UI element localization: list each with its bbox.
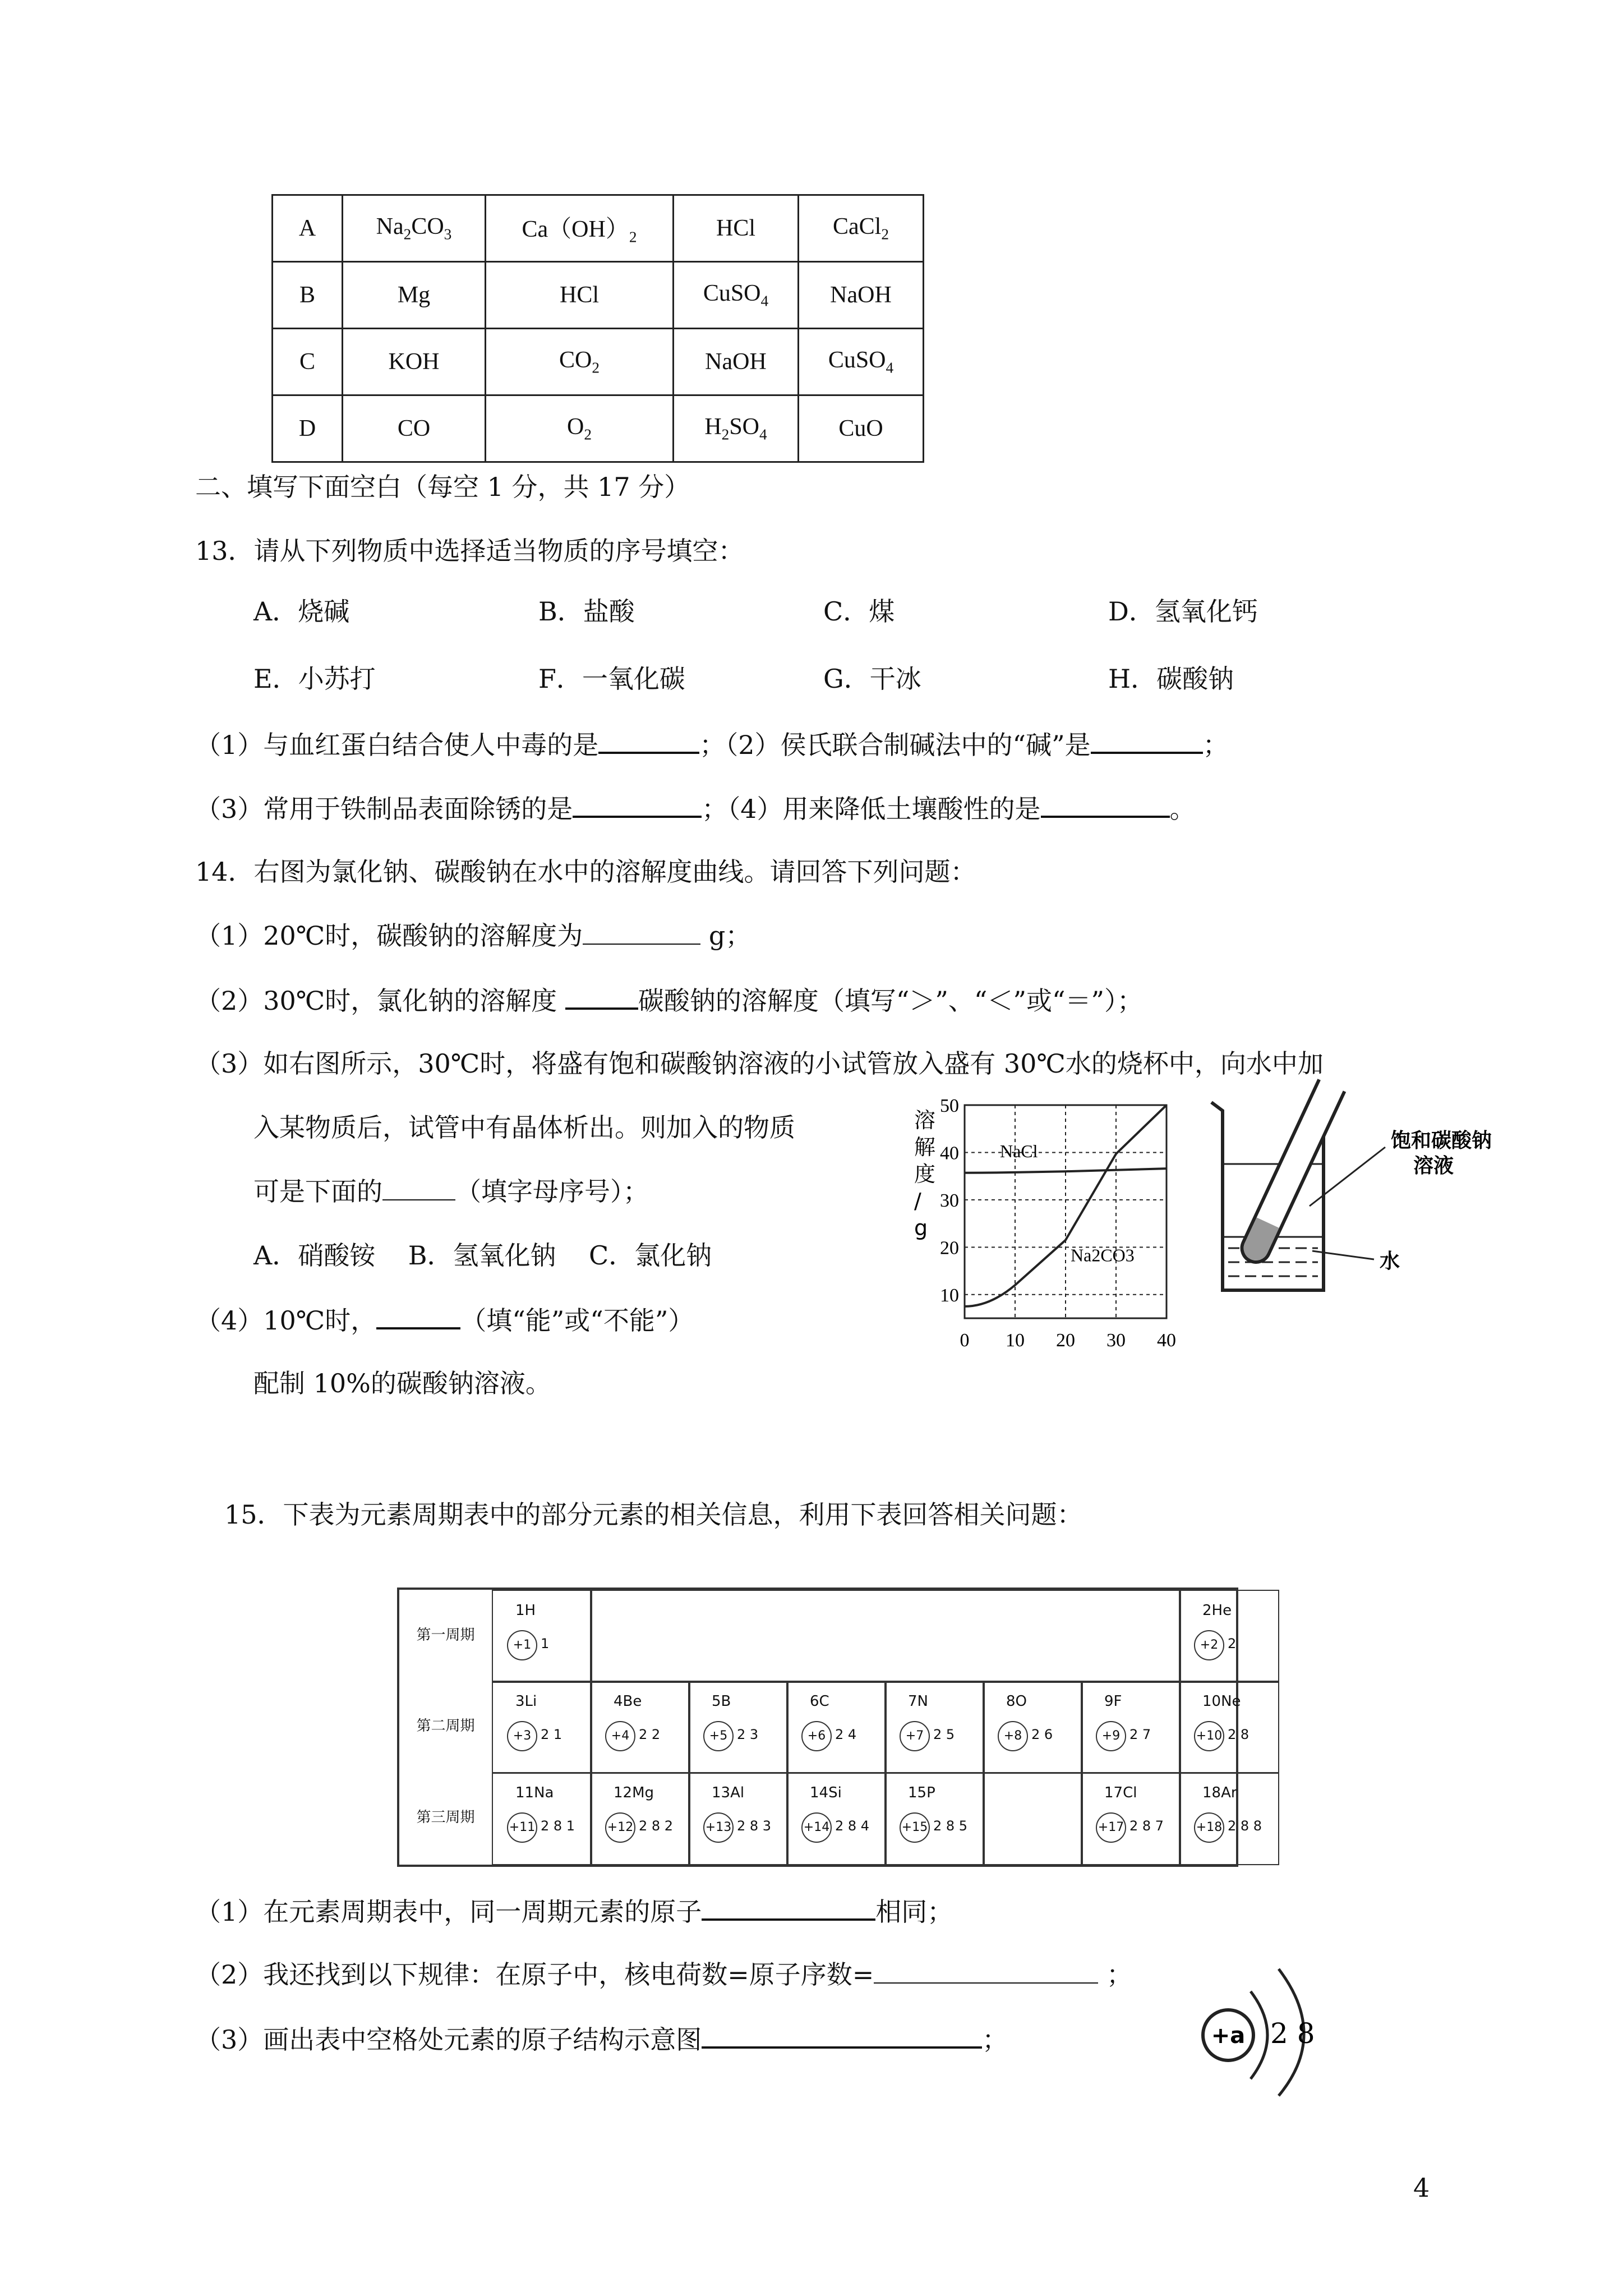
element-cell	[590, 1772, 690, 1865]
option-cell: $O_2$	[486, 395, 674, 462]
electron-shells: 2 3	[737, 1727, 759, 1742]
q15-s2: （2）我还找到以下规律：在原子中，核电荷数=原子序数= ；	[195, 1958, 1132, 1991]
y-tick-label: 10	[940, 1285, 959, 1306]
nucleus-icon: +3	[507, 1721, 537, 1751]
element-symbol: 11Na	[515, 1784, 554, 1801]
q14-s2: （2）30℃时，氯化钠的溶解度 碳酸钠的溶解度（填写“＞”、“＜”或“＝”）；	[195, 983, 1143, 1018]
series-line-nacl	[965, 1168, 1166, 1173]
electron-shells: 2 1	[541, 1727, 562, 1742]
electron-shells: 2 8 3	[737, 1818, 772, 1834]
periodic-table	[397, 1588, 1262, 1867]
electron-shells: 2 8	[1228, 1727, 1249, 1742]
element-symbol: 9F	[1104, 1693, 1122, 1710]
electron-shells: 2 6	[1031, 1727, 1053, 1742]
option-cell: HCl	[486, 262, 674, 329]
nucleus-icon: +4	[605, 1721, 635, 1751]
answer-blank[interactable]	[1091, 727, 1203, 754]
y-tick-label: 40	[940, 1143, 959, 1164]
nucleus-icon: +2	[1194, 1630, 1224, 1660]
element-cell	[983, 1681, 1083, 1774]
electron-shells: 2 8 5	[933, 1818, 968, 1834]
element-cell	[1179, 1772, 1279, 1865]
element-symbol: 14Si	[810, 1784, 842, 1801]
element-cell	[590, 1681, 690, 1774]
q13-choice-b: B．盐酸	[538, 596, 635, 627]
q15-s1: （1）在元素周期表中，同一周期元素的原子 相同；	[195, 1894, 953, 1929]
nucleus-icon: +12	[605, 1812, 635, 1843]
test-tube-icon	[1237, 1079, 1344, 1267]
q13-choice-f: F．一氧化碳	[538, 664, 685, 694]
atom-core-label: +a	[1211, 2023, 1246, 2049]
option-cell: NaOH	[674, 329, 799, 395]
q14-s4: （4）10℃时， （填“能”或“不能”）	[195, 1303, 694, 1337]
element-cell	[786, 1681, 887, 1774]
q14-s4c: 配制 10%的碳酸钠溶液。	[253, 1368, 551, 1398]
element-symbol: 4Be	[614, 1693, 642, 1710]
option-cell: NaOH	[799, 262, 924, 329]
x-tick-label: 20	[1056, 1330, 1075, 1351]
x-tick-label: 10	[1006, 1330, 1025, 1351]
element-cell	[688, 1681, 789, 1774]
answer-blank[interactable]	[376, 1303, 460, 1329]
element-cell	[492, 1681, 592, 1774]
period-label: 第二周期	[416, 1718, 475, 1734]
element-cell	[492, 1772, 592, 1865]
element-cell	[884, 1681, 985, 1774]
q14-stem: 14．右图为氯化钠、碳酸钠在水中的溶解度曲线。请回答下列问题：	[195, 857, 976, 887]
nucleus-icon: +8	[998, 1721, 1028, 1751]
electron-shells: 2 2	[639, 1727, 661, 1742]
options-row	[273, 329, 924, 395]
q13-choice-d: D．氢氧化钙	[1108, 596, 1258, 627]
beaker-label-solution2: 溶液	[1413, 1154, 1454, 1177]
element-symbol: 7N	[908, 1693, 928, 1710]
element-symbol: 1H	[515, 1602, 536, 1619]
electron-shells: 2 8 7	[1129, 1818, 1164, 1834]
element-symbol: 17Cl	[1104, 1784, 1137, 1801]
element-symbol: 5B	[712, 1693, 731, 1710]
electron-shells: 2 7	[1129, 1727, 1151, 1742]
q13-choice-h: H．碳酸钠	[1108, 664, 1234, 694]
option-cell: KOH	[343, 329, 486, 395]
y-tick-label: 50	[940, 1096, 959, 1116]
option-cell: CO	[343, 395, 486, 462]
answer-blank[interactable]	[1041, 791, 1170, 818]
period-label: 第一周期	[416, 1627, 475, 1644]
q13-choice-g: G．干冰	[823, 664, 921, 694]
element-cell	[786, 1772, 887, 1865]
q15-s3: （3）画出表中空格处元素的原子结构示意图 ；	[195, 2022, 1008, 2056]
y-axis-label: g	[914, 1216, 928, 1240]
option-cell: CuSO$_4$	[674, 262, 799, 329]
element-cell	[1179, 1681, 1279, 1774]
option-cell: $Ca(OH)_2$	[486, 195, 674, 262]
q13-line1: （1）与血红蛋白结合使人中毒的是 ；（2）侯氏联合制碱法中的“碱”是 ；	[195, 727, 1229, 762]
option-letter: B	[273, 262, 343, 329]
q13-line2: （3）常用于铁制品表面除锈的是 ；（4）用来降低土壤酸性的是 。	[195, 791, 1196, 826]
q13-stem: 13．请从下列物质中选择适当物质的序号填空：	[195, 536, 744, 566]
x-tick-label: 0	[960, 1330, 970, 1351]
y-axis-label: 解	[914, 1135, 936, 1159]
answer-blank[interactable]	[382, 1175, 455, 1200]
plot-frame	[965, 1105, 1166, 1318]
options-row	[273, 262, 924, 329]
option-cell: HCl	[674, 195, 799, 262]
nucleus-icon: +6	[801, 1721, 832, 1751]
element-symbol: 2He	[1202, 1602, 1232, 1619]
y-axis-label: /	[914, 1189, 921, 1213]
option-cell: $H_2SO_4$	[674, 395, 799, 462]
q14-s3-options: A．硝酸铵 B．氢氧化钠 C．氯化钠	[253, 1240, 712, 1271]
empty-block	[590, 1590, 1181, 1683]
beaker-diagram	[1200, 1069, 1537, 1315]
element-cell	[884, 1772, 985, 1865]
y-tick-label: 30	[940, 1190, 959, 1211]
element-symbol: 15P	[908, 1784, 935, 1801]
element-symbol: 18Ar	[1202, 1784, 1237, 1801]
element-symbol: 3Li	[515, 1693, 537, 1710]
q14-s3c: 可是下面的 （填字母序号）；	[253, 1175, 649, 1208]
electron-shells: 2 8 4	[835, 1818, 870, 1834]
options-table	[271, 194, 924, 463]
period-label: 第三周期	[416, 1809, 475, 1826]
element-symbol: 8O	[1006, 1693, 1027, 1710]
element-symbol: 13Al	[712, 1784, 745, 1801]
options-row	[273, 395, 924, 462]
beaker-label-water: 水	[1380, 1250, 1400, 1273]
q13-choice-c: C．煤	[823, 596, 895, 627]
x-tick-label: 40	[1157, 1330, 1176, 1351]
x-tick-label: 30	[1106, 1330, 1126, 1351]
nucleus-icon: +14	[801, 1812, 832, 1843]
nucleus-icon: +9	[1096, 1721, 1126, 1751]
atom-shell-label: 2 8	[1270, 2017, 1315, 2050]
q14-s1: （1）20℃时，碳酸钠的溶解度为 g；	[195, 919, 751, 953]
answer-blank[interactable]	[565, 983, 638, 1010]
nucleus-icon: +15	[900, 1812, 930, 1843]
nucleus-icon: +7	[900, 1721, 930, 1751]
element-cell	[983, 1772, 1083, 1865]
nucleus-icon: +5	[703, 1721, 734, 1751]
option-letter: D	[273, 395, 343, 462]
q13-choice-a: A．烧碱	[253, 596, 350, 627]
y-axis-label: 度	[914, 1162, 936, 1186]
atom-structure-diagram	[1195, 1958, 1340, 2098]
nucleus-icon: +17	[1096, 1812, 1126, 1843]
electron-shells: 2 5	[933, 1727, 955, 1742]
element-cell	[1081, 1681, 1181, 1774]
nucleus-icon: +11	[507, 1812, 537, 1843]
nucleus-icon: +10	[1194, 1721, 1224, 1751]
nucleus-icon: +13	[703, 1812, 734, 1843]
electron-shells: 2 8 1	[541, 1818, 575, 1834]
answer-blank[interactable]	[702, 1894, 875, 1921]
page-number: 4	[1413, 2173, 1430, 2203]
element-cell	[1179, 1590, 1279, 1683]
series-label-na2co3: Na2CO3	[1071, 1245, 1135, 1266]
element-cell	[1081, 1772, 1181, 1865]
options-row	[273, 195, 924, 262]
beaker-label-solution: 饱和碳酸钠	[1391, 1129, 1492, 1152]
electron-shells: 1	[541, 1636, 550, 1651]
answer-blank[interactable]	[598, 727, 699, 754]
element-symbol: 10Ne	[1202, 1693, 1241, 1710]
option-cell: CuSO$_4$	[799, 329, 924, 395]
series-label-nacl: NaCl	[1000, 1140, 1038, 1161]
element-cell	[688, 1772, 789, 1865]
section2-title: 二、填写下面空白（每空 1 分，共 17 分）	[195, 472, 690, 502]
solubility-chart	[897, 1094, 1189, 1374]
nucleus-icon: +1	[507, 1630, 537, 1660]
y-axis-label: 溶	[914, 1108, 936, 1133]
electron-shells: 2	[1228, 1636, 1237, 1651]
answer-blank[interactable]	[573, 791, 702, 818]
q14-s3b: 入某物质后，试管中有晶体析出。则加入的物质	[253, 1112, 795, 1143]
option-letter: A	[273, 195, 343, 262]
electron-shells: 2 8 8	[1228, 1818, 1262, 1834]
nucleus-icon: +18	[1194, 1812, 1224, 1843]
q14-s3a: （3）如右图所示，30℃时，将盛有饱和碳酸钠溶液的小试管放入盛有 30℃水的烧杯中，向水中加	[195, 1048, 1324, 1079]
option-cell: CaCl$_2$	[799, 195, 924, 262]
electron-shells: 2 4	[835, 1727, 857, 1742]
option-cell: $CO_2$	[486, 329, 674, 395]
answer-blank[interactable]	[583, 919, 700, 945]
answer-blank[interactable]	[874, 1958, 1098, 1984]
y-tick-label: 20	[940, 1237, 959, 1259]
option-cell: CuO	[799, 395, 924, 462]
element-cell	[492, 1590, 592, 1683]
answer-blank[interactable]	[702, 2022, 982, 2049]
option-letter: C	[273, 329, 343, 395]
electron-shells: 2 8 2	[639, 1818, 674, 1834]
q15-stem: 15．下表为元素周期表中的部分元素的相关信息，利用下表回答相关问题：	[224, 1499, 1083, 1530]
option-cell: Mg	[343, 262, 486, 329]
q13-choice-e: E．小苏打	[253, 664, 376, 694]
element-symbol: 12Mg	[614, 1784, 654, 1801]
element-symbol: 6C	[810, 1693, 829, 1710]
option-cell: $Na_2CO_3$	[343, 195, 486, 262]
